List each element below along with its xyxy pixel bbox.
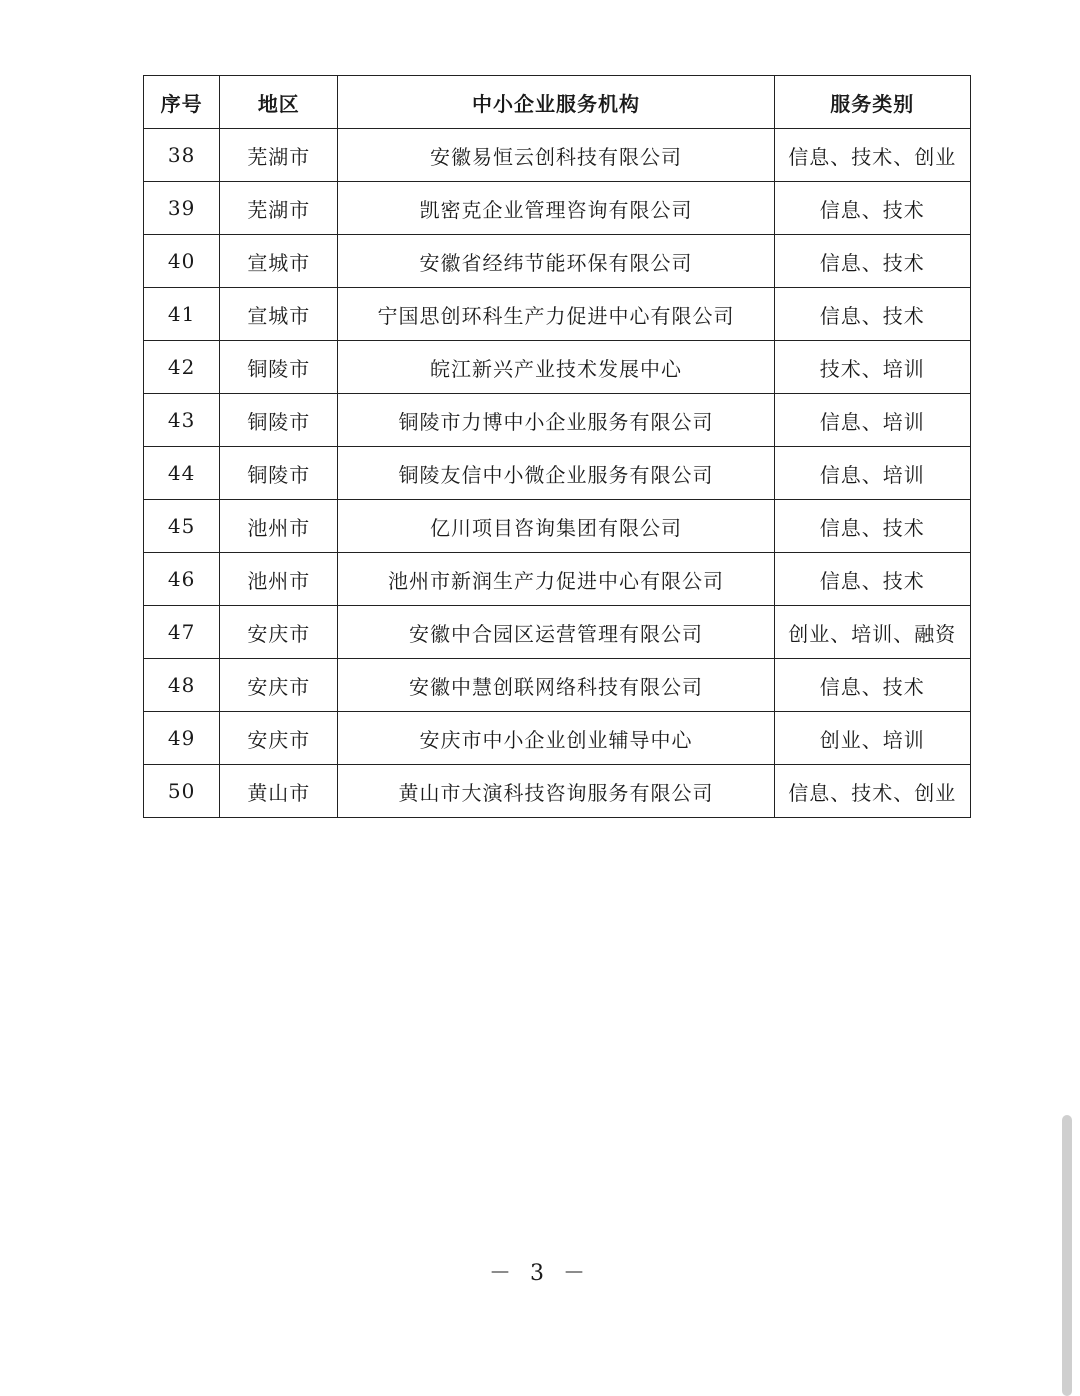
cell-region: 铜陵市 — [220, 394, 338, 447]
cell-org: 亿川项目咨询集团有限公司 — [338, 500, 774, 553]
cell-no: 50 — [144, 765, 220, 818]
cell-no: 46 — [144, 553, 220, 606]
table-row — [144, 712, 971, 765]
cell-org: 凯密克企业管理咨询有限公司 — [338, 182, 774, 235]
cell-type: 信息、培训 — [774, 447, 971, 500]
cell-no: 45 — [144, 500, 220, 553]
cell-org: 宁国思创环科生产力促进中心有限公司 — [338, 288, 774, 341]
cell-org: 池州市新润生产力促进中心有限公司 — [338, 553, 774, 606]
cell-no: 39 — [144, 182, 220, 235]
cell-org: 黄山市大演科技咨询服务有限公司 — [338, 765, 774, 818]
cell-no: 41 — [144, 288, 220, 341]
cell-type: 创业、培训 — [774, 712, 971, 765]
cell-no: 38 — [144, 129, 220, 182]
table-row — [144, 129, 971, 182]
cell-no: 48 — [144, 659, 220, 712]
cell-region: 池州市 — [220, 553, 338, 606]
cell-region: 芜湖市 — [220, 182, 338, 235]
cell-type: 信息、技术、创业 — [774, 129, 971, 182]
cell-org: 铜陵市力博中小企业服务有限公司 — [338, 394, 774, 447]
cell-type: 信息、技术 — [774, 288, 971, 341]
table-header-row — [144, 76, 971, 129]
table-row — [144, 447, 971, 500]
cell-type: 信息、技术 — [774, 553, 971, 606]
header-region: 地区 — [220, 76, 338, 129]
table-row — [144, 288, 971, 341]
cell-org: 皖江新兴产业技术发展中心 — [338, 341, 774, 394]
header-type: 服务类别 — [774, 76, 971, 129]
cell-no: 40 — [144, 235, 220, 288]
table-row — [144, 659, 971, 712]
table-row — [144, 553, 971, 606]
cell-region: 黄山市 — [220, 765, 338, 818]
table-row — [144, 606, 971, 659]
cell-org: 安徽省经纬节能环保有限公司 — [338, 235, 774, 288]
page-number: － 3 － — [489, 1261, 591, 1286]
service-agency-table — [143, 75, 971, 818]
cell-type: 创业、培训、融资 — [774, 606, 971, 659]
cell-type: 信息、技术 — [774, 182, 971, 235]
scrollbar-thumb[interactable] — [1062, 1115, 1072, 1396]
cell-type: 信息、技术 — [774, 500, 971, 553]
table-row — [144, 394, 971, 447]
vertical-scrollbar[interactable] — [1062, 1115, 1072, 1396]
header-org: 中小企业服务机构 — [338, 76, 774, 129]
cell-no: 43 — [144, 394, 220, 447]
table-row — [144, 500, 971, 553]
cell-type: 信息、技术 — [774, 659, 971, 712]
table-row — [144, 765, 971, 818]
cell-no: 44 — [144, 447, 220, 500]
cell-region: 宣城市 — [220, 235, 338, 288]
cell-region: 芜湖市 — [220, 129, 338, 182]
cell-region: 铜陵市 — [220, 341, 338, 394]
cell-org: 铜陵友信中小微企业服务有限公司 — [338, 447, 774, 500]
cell-no: 42 — [144, 341, 220, 394]
cell-org: 安徽易恒云创科技有限公司 — [338, 129, 774, 182]
cell-type: 信息、技术 — [774, 235, 971, 288]
cell-region: 铜陵市 — [220, 447, 338, 500]
cell-no: 49 — [144, 712, 220, 765]
cell-type: 技术、培训 — [774, 341, 971, 394]
cell-region: 宣城市 — [220, 288, 338, 341]
table-row — [144, 235, 971, 288]
cell-region: 安庆市 — [220, 712, 338, 765]
cell-region: 安庆市 — [220, 606, 338, 659]
cell-type: 信息、培训 — [774, 394, 971, 447]
cell-org: 安徽中慧创联网络科技有限公司 — [338, 659, 774, 712]
cell-org: 安徽中合园区运营管理有限公司 — [338, 606, 774, 659]
cell-type: 信息、技术、创业 — [774, 765, 971, 818]
table-row — [144, 182, 971, 235]
cell-region: 池州市 — [220, 500, 338, 553]
cell-org: 安庆市中小企业创业辅导中心 — [338, 712, 774, 765]
header-no: 序号 — [144, 76, 220, 129]
cell-region: 安庆市 — [220, 659, 338, 712]
cell-no: 47 — [144, 606, 220, 659]
table-row — [144, 341, 971, 394]
